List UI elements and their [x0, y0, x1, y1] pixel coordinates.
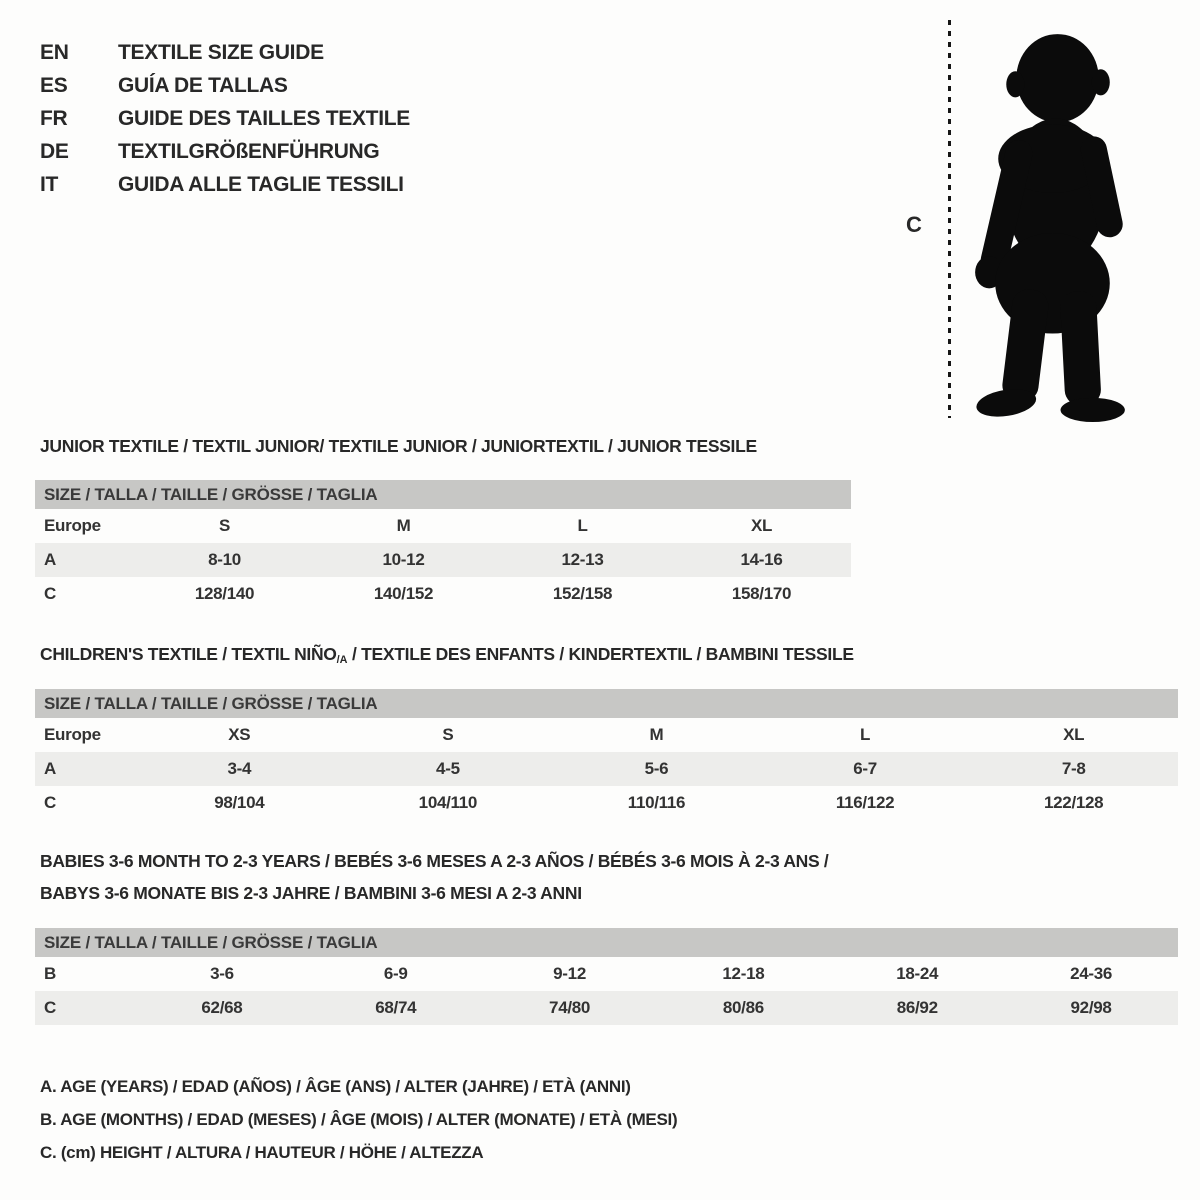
language-title: GUIDA ALLE TAGLIE TESSILI	[118, 173, 404, 196]
size-cell: 24-36	[1070, 964, 1113, 983]
size-cell: XL	[750, 516, 773, 535]
size-cell: S	[218, 516, 231, 535]
size-cell: 12-13	[561, 550, 604, 569]
size-table-babies	[35, 928, 1178, 1025]
height-measure-dashed-line	[948, 20, 951, 418]
size-cell: 8-10	[208, 550, 241, 569]
table-row-age	[35, 752, 1178, 786]
size-cell: 10-12	[382, 550, 425, 569]
size-cell: L	[577, 516, 588, 535]
row-label: A	[44, 550, 56, 569]
size-cell: 3-6	[210, 964, 234, 983]
size-table-junior	[35, 480, 851, 611]
children-title-part1: CHILDREN'S TEXTILE / TEXTIL NIÑO	[40, 644, 337, 664]
row-label: Europe	[44, 725, 101, 744]
size-cell: 12-18	[722, 964, 765, 983]
size-table-children	[35, 689, 1178, 820]
size-cell: 6-9	[383, 964, 408, 983]
row-label: C	[44, 998, 56, 1017]
babies-title-line2: BABYS 3-6 MONATE BIS 2-3 JAHRE / BAMBINI 3-6 MESI A 2-3 ANNI	[40, 883, 582, 903]
language-title: TEXTILGRÖßENFÜHRUNG	[118, 140, 380, 163]
size-cell: 80/86	[722, 998, 764, 1017]
row-label: B	[44, 964, 56, 983]
size-cell: 7-8	[1061, 759, 1086, 778]
size-cell: 98/104	[214, 793, 265, 812]
size-cell: 92/98	[1070, 998, 1112, 1017]
size-cell: 128/140	[194, 584, 255, 603]
size-table-header: SIZE / TALLA / TAILLE / GRÖSSE / TAGLIA	[35, 689, 1178, 718]
children-title-sub: /A	[336, 654, 348, 667]
table-row-height	[35, 577, 851, 611]
language-code: DE	[40, 140, 69, 163]
table-row-height	[35, 786, 1178, 820]
toddler-silhouette-icon	[958, 20, 1148, 422]
size-cell: XS	[228, 725, 251, 744]
language-code: IT	[40, 173, 59, 196]
legend-line-b: B. AGE (MONTHS) / EDAD (MESES) / ÂGE (MOIS) / ALTER (MONATE) / ETÀ (MESI)	[40, 1110, 678, 1129]
size-cell: 18-24	[896, 964, 939, 983]
size-cell: 158/170	[731, 584, 792, 603]
size-cell: S	[442, 725, 454, 744]
language-code: ES	[40, 74, 68, 97]
size-cell: 9-12	[553, 964, 586, 983]
section-title-babies	[40, 845, 829, 909]
size-table-header: SIZE / TALLA / TAILLE / GRÖSSE / TAGLIA	[35, 928, 1178, 957]
size-cell: 122/128	[1043, 793, 1104, 812]
language-row-en	[40, 36, 410, 69]
table-row-europe	[35, 509, 851, 543]
language-code: EN	[40, 41, 69, 64]
size-cell: 14-16	[740, 550, 783, 569]
size-cell: 6-7	[853, 759, 877, 778]
language-row-de	[40, 135, 410, 168]
row-label: Europe	[44, 516, 101, 535]
language-title: GUÍA DE TALLAS	[118, 74, 288, 97]
section-title-children	[40, 643, 854, 672]
row-label: A	[44, 759, 56, 778]
size-cell: 5-6	[644, 759, 669, 778]
babies-title-line1: BABIES 3-6 MONTH TO 2-3 YEARS / BEBÉS 3-6 MESES A 2-3 AÑOS / BÉBÉS 3-6 MOIS À 2-3 ANS /	[40, 851, 829, 871]
size-cell: 86/92	[896, 998, 938, 1017]
size-table-header: SIZE / TALLA / TAILLE / GRÖSSE / TAGLIA	[35, 480, 851, 509]
size-cell: L	[860, 725, 871, 744]
table-row-age	[35, 543, 851, 577]
language-title: TEXTILE SIZE GUIDE	[118, 41, 324, 64]
size-cell: M	[396, 516, 411, 535]
size-cell: M	[649, 725, 664, 744]
size-cell: 152/158	[552, 584, 613, 603]
legend-line-c: C. (cm) HEIGHT / ALTURA / HAUTEUR / HÖHE / ALTEZZA	[40, 1143, 484, 1162]
legend	[40, 1070, 677, 1169]
size-cell: 74/80	[549, 998, 591, 1017]
row-label: C	[44, 584, 56, 603]
row-label: C	[44, 793, 56, 812]
size-cell: 110/116	[627, 793, 686, 812]
language-code: FR	[40, 107, 68, 130]
children-title-part2: / TEXTILE DES ENFANTS / KINDERTEXTIL / BAMBINI TESSILE	[347, 644, 854, 664]
language-row-es	[40, 69, 410, 102]
size-cell: 3-4	[227, 759, 252, 778]
size-cell: 104/110	[418, 793, 478, 812]
size-cell: 4-5	[436, 759, 460, 778]
section-title-junior: JUNIOR TEXTILE / TEXTIL JUNIOR/ TEXTILE JUNIOR / JUNIORTEXTIL / JUNIOR TESSILE	[40, 436, 757, 456]
language-title: GUIDE DES TAILLES TEXTILE	[118, 107, 410, 130]
language-row-fr	[40, 102, 410, 135]
legend-line-a: A. AGE (YEARS) / EDAD (AÑOS) / ÂGE (ANS) / ALTER (JAHRE) / ETÀ (ANNI)	[40, 1077, 631, 1096]
size-cell: 62/68	[201, 998, 243, 1017]
table-row-age-months	[35, 957, 1178, 991]
size-cell: 116/122	[835, 793, 895, 812]
language-list	[40, 36, 410, 201]
table-row-europe	[35, 718, 1178, 752]
measure-label-c: C	[906, 212, 922, 237]
size-cell: XL	[1063, 725, 1085, 744]
language-row-it	[40, 168, 410, 201]
size-cell: 68/74	[375, 998, 417, 1017]
table-row-height	[35, 991, 1178, 1025]
size-cell: 140/152	[373, 584, 434, 603]
